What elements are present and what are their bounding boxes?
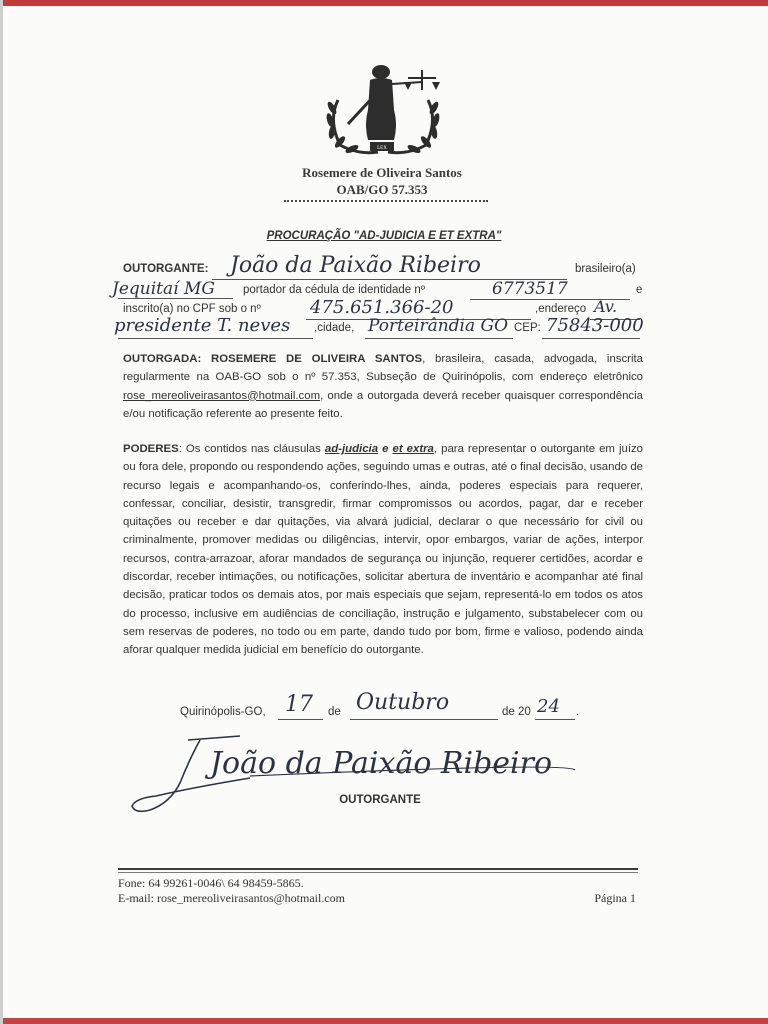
cep-blank (542, 337, 640, 339)
date-de-1: de (328, 706, 341, 718)
powers-paragraph (123, 440, 643, 660)
grantor-id-text: portador da cédula de identidade nº (243, 284, 425, 296)
grantor-id-number: 6773517 (492, 279, 568, 299)
address-blank-2 (118, 337, 313, 339)
grantor-city: Porteirândia GO (368, 316, 509, 336)
footer-email: E-mail: rose_mereoliveirasantos@hotmail.com (118, 891, 345, 905)
grantor-cep: 75843-000 (546, 315, 644, 336)
city-blank (365, 337, 513, 339)
office-name: Rosemere de Oliveira Santos (302, 165, 462, 180)
svg-text:LEX: LEX (377, 146, 387, 151)
grantee-paragraph (123, 350, 643, 423)
grantor-city-label: ,cidade, (314, 322, 355, 334)
grantee-text-2: , onde a outorgada deverá receber quaisquer correspondência e/ou notificação referente ao presente feito. (123, 389, 643, 420)
date-month: Outubro (356, 690, 450, 715)
page-top-edge (0, 0, 768, 6)
grantor-name: João da Paixão Ribeiro (230, 253, 481, 278)
date-day: 17 (285, 692, 313, 717)
signature-handwriting: João da Paixão Ribeiro (210, 746, 553, 781)
day-blank (278, 718, 323, 720)
date-de-2: de 20 (502, 706, 531, 718)
office-oab-number: OAB/GO 57.353 (336, 182, 428, 197)
signature-label: OUTORGANTE (339, 794, 421, 806)
powers-label: PODERES (123, 443, 179, 455)
grantee-label: OUTORGADA: ROSEMERE DE OLIVEIRA SANTOS (123, 353, 423, 365)
powers-conjunction: e (382, 443, 389, 455)
grantor-cep-label: CEP: (514, 322, 541, 334)
date-period: . (576, 706, 580, 718)
grantor-address-label: ,endereço (535, 303, 587, 315)
grantee-text-1: , brasileira, casada, advogada, inscrita regularmente na OAB-GO sob o nº 57.353, Subseção de Quirinópolis, com endereço eletrônico (123, 353, 643, 384)
grantor-label: OUTORGANTE: (123, 263, 209, 275)
month-blank (350, 718, 498, 720)
page-bottom-edge (0, 1018, 768, 1024)
grantor-birthplace: Jequitaí MG (112, 279, 215, 299)
lady-justice-logo (318, 60, 448, 160)
powers-intro: : Os contidos nas cláusulas (178, 443, 321, 455)
page-left-edge (0, 0, 3, 1024)
powers-body: , para representar o outorgante em juízo ou fora dele, propondo ou respondendo ações, seguindo umas e outras, até o final decisão, usando de recurso legais e acompanhando-os, conferindo-lhes, ainda, poderes especiais para requerer, confessar, conciliar, desistir, transgredir, firmar compromissos ou acordos, pagar, dar e receber quitações ou receber e dar quitações, via alvará judicial, declarar o que necessário for civil ou criminalmente, promover medidas ou diligências, intervir, opor embargos, variar de ações, interpor recursos, contra-arrazoar, aforar mandados de segurança ou injunção, requerer certidões, acordar e discordar, receber intimações, ou notificações, solicitar abertura de inventário e acompanhar até final decisão, praticar todos os demais atos, por mais especiais que sejam, representá-lo em todos os atos do processo, inclusive em audiências de conciliação, instrução e julgamento, substabelecer com ou sem reservas de poderes, no todo ou em parte, dando tudo por bom, firme e valioso, podendo ainda aforar qualquer medida judicial em benefício do outorgante. (123, 443, 644, 657)
grantor-address-part1: Av. (594, 297, 618, 316)
grantor-cpf-text: inscrito(a) no CPF sob o nº (123, 303, 261, 315)
footer-rule-thin (118, 872, 638, 873)
footer-rule (118, 868, 638, 870)
grantor-nationality: brasileiro(a) (575, 263, 636, 275)
date-year-suffix: 24 (537, 696, 560, 717)
powers-term-et-extra: et extra (392, 443, 434, 455)
grantor-address-part2: presidente T. neves (114, 315, 291, 336)
grantee-email[interactable]: rose_mereoliveirasantos@hotmail.com (123, 389, 321, 402)
grantor-e: e (636, 284, 643, 296)
footer-page-number: Página 1 (594, 891, 636, 905)
year-blank (535, 718, 575, 720)
date-place: Quirinópolis-GO, (180, 706, 266, 718)
footer-phone: Fone: 64 99261-0046\ 64 98459-5865. (118, 876, 304, 890)
header-dotted-rule (284, 198, 488, 202)
document-title: PROCURAÇÃO "AD-JUDICIA E ET EXTRA" (266, 230, 502, 242)
grantor-cpf-number: 475.651.366-20 (310, 297, 454, 318)
birthplace-blank (118, 297, 233, 299)
powers-term-ad-judicia: ad-judicia (324, 443, 379, 455)
